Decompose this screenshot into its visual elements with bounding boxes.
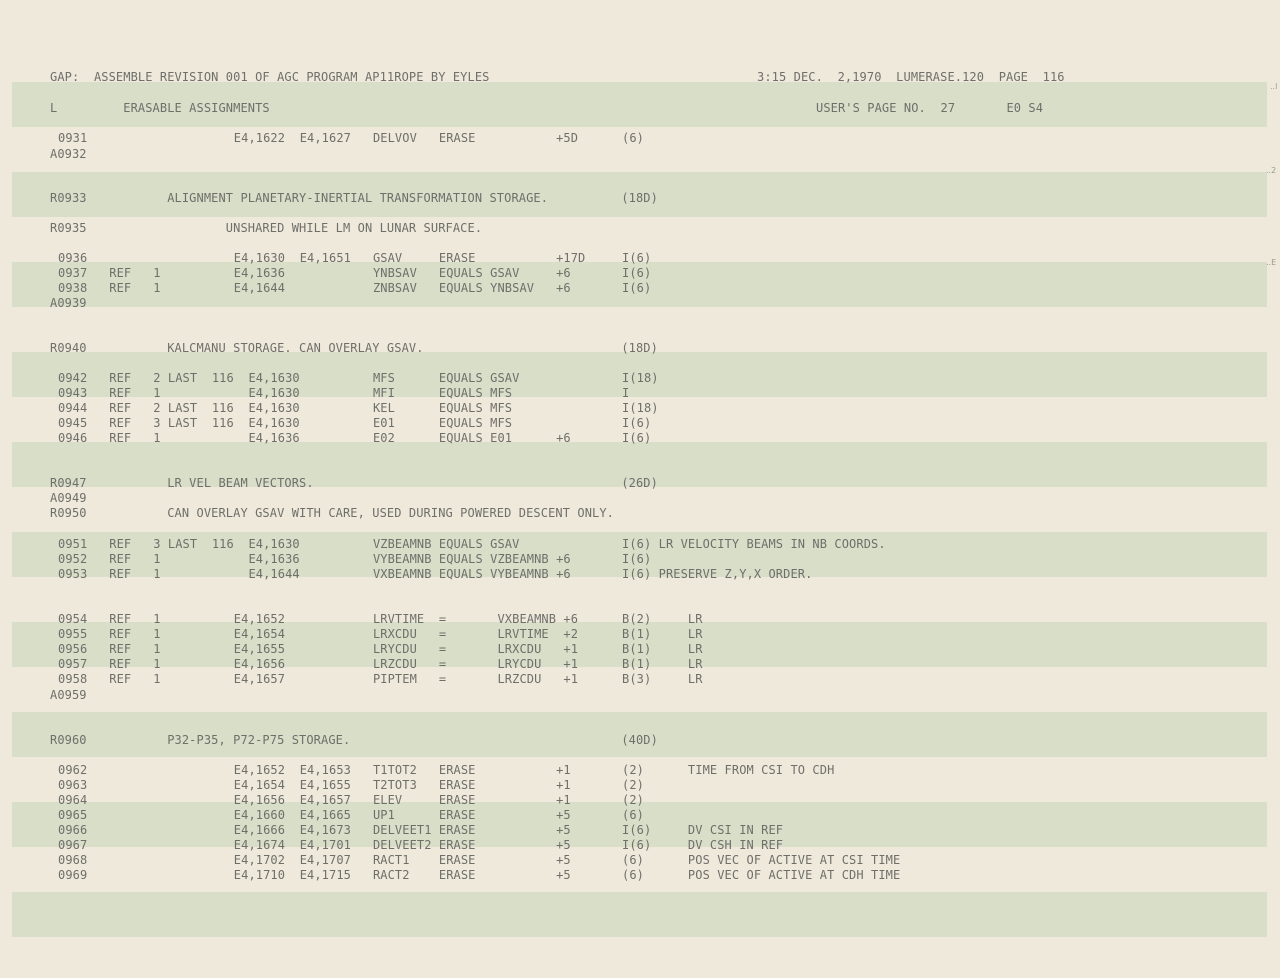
margin-tick: ..l [1270, 82, 1278, 91]
listing-line: 0955 REF 1 E4,1654 LRXCDU = LRVTIME +2 B(1) LR [58, 627, 703, 641]
listing-line: 0957 REF 1 E4,1656 LRZCDU = LRYCDU +1 B(1) LR [58, 657, 703, 671]
listing-line: 0962 E4,1652 E4,1653 T1TOT2 ERASE +1 (2) TIME FROM CSI TO CDH [58, 763, 835, 777]
listing-line: R0947 LR VEL BEAM VECTORS. (26D) [50, 476, 658, 490]
listing-line: 0945 REF 3 LAST 116 E4,1630 E01 EQUALS MFS I(6) [58, 416, 652, 430]
listing-line: 0937 REF 1 E4,1636 YNBSAV EQUALS GSAV +6 I(6) [58, 266, 652, 280]
listing-line: 0956 REF 1 E4,1655 LRYCDU = LRXCDU +1 B(1) LR [58, 642, 703, 656]
listing-line: 0936 E4,1630 E4,1651 GSAV ERASE +17D I(6) [58, 251, 652, 265]
margin-tick: ..2 [1266, 166, 1277, 175]
listing-line: R0960 P32-P35, P72-P75 STORAGE. (40D) [50, 733, 658, 747]
listing-line: R0933 ALIGNMENT PLANETARY-INERTIAL TRANSFORMATION STORAGE. (18D) [50, 191, 658, 205]
listing-line: A0932 [50, 147, 87, 161]
user-page-number: USER'S PAGE NO. 27 E0 S4 [816, 101, 1044, 115]
listing-line: 0968 E4,1702 E4,1707 RACT1 ERASE +5 (6) POS VEC OF ACTIVE AT CSI TIME [58, 853, 901, 867]
listing-title: GAP: ASSEMBLE REVISION 001 OF AGC PROGRAM AP11ROPE BY EYLES [50, 70, 490, 84]
listing-line: 0952 REF 1 E4,1636 VYBEAMNB EQUALS VZBEAMNB +6 I(6) [58, 552, 652, 566]
listing-line: 0953 REF 1 E4,1644 VXBEAMNB EQUALS VYBEAMNB +6 I(6) PRESERVE Z,Y,X ORDER. [58, 567, 813, 581]
listing-line: 0943 REF 1 E4,1630 MFI EQUALS MFS I [58, 386, 630, 400]
listing-line: R0940 KALCMANU STORAGE. CAN OVERLAY GSAV. (18D) [50, 341, 658, 355]
listing-line: 0954 REF 1 E4,1652 LRVTIME = VXBEAMNB +6 B(2) LR [58, 612, 703, 626]
listing-line: 0964 E4,1656 E4,1657 ELEV ERASE +1 (2) [58, 793, 644, 807]
listing-line: R0950 CAN OVERLAY GSAV WITH CARE, USED DURING POWERED DESCENT ONLY. [50, 506, 614, 520]
listing-line: R0935 UNSHARED WHILE LM ON LUNAR SURFACE. [50, 221, 483, 235]
listing-line: 0965 E4,1660 E4,1665 UP1 ERASE +5 (6) [58, 808, 644, 822]
listing-line: A0949 [50, 491, 87, 505]
listing-line: 0963 E4,1654 E4,1655 T2TOT3 ERASE +1 (2) [58, 778, 644, 792]
listing-line: A0939 [50, 296, 87, 310]
listing-line: 0946 REF 1 E4,1636 E02 EQUALS E01 +6 I(6) [58, 431, 652, 445]
listing-line: 0942 REF 2 LAST 116 E4,1630 MFS EQUALS GSAV I(18) [58, 371, 659, 385]
section-heading: L ERASABLE ASSIGNMENTS [50, 101, 270, 115]
listing-line: 0951 REF 3 LAST 116 E4,1630 VZBEAMNB EQUALS GSAV I(6) LR VELOCITY BEAMS IN NB COORDS. [58, 537, 886, 551]
margin-tick: ..E [1266, 258, 1277, 267]
paper-band [12, 892, 1267, 937]
listing-line: 0944 REF 2 LAST 116 E4,1630 KEL EQUALS MFS I(18) [58, 401, 659, 415]
listing-line: 0969 E4,1710 E4,1715 RACT2 ERASE +5 (6) POS VEC OF ACTIVE AT CDH TIME [58, 868, 901, 882]
listing-line: 0931 E4,1622 E4,1627 DELVOV ERASE +5D (6) [58, 131, 644, 145]
listing-line: 0958 REF 1 E4,1657 PIPTEM = LRZCDU +1 B(3) LR [58, 672, 703, 686]
listing-line: 0966 E4,1666 E4,1673 DELVEET1 ERASE +5 I(6) DV CSI IN REF [58, 823, 784, 837]
listing-line: 0967 E4,1674 E4,1701 DELVEET2 ERASE +5 I(6) DV CSH IN REF [58, 838, 784, 852]
listing-line: A0959 [50, 688, 87, 702]
listing-line: 0938 REF 1 E4,1644 ZNBSAV EQUALS YNBSAV +6 I(6) [58, 281, 652, 295]
listing-stamp: 3:15 DEC. 2,1970 LUMERASE.120 PAGE 116 [757, 70, 1065, 84]
